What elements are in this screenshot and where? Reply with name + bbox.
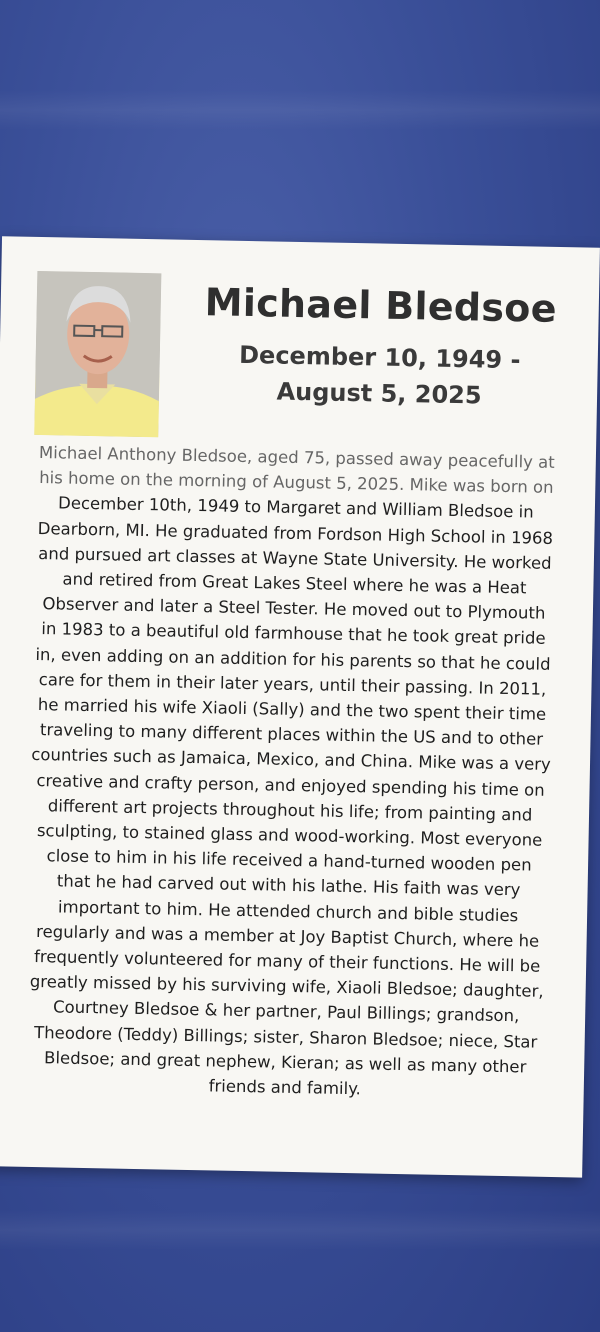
- text-line: greatly missed by his surviving wife, Xiaoli Bledsoe; daughter,: [29, 972, 544, 1002]
- text-line: sculpting, to stained glass and wood-working. Most everyone: [36, 821, 543, 850]
- text-line: he married his wife Xiaoli (Sally) and the two spent their time: [37, 695, 547, 724]
- text-line: countries such as Jamaica, Mexico, and China. Mike was a very: [31, 745, 551, 775]
- obituary-card: [0, 236, 600, 1177]
- text-line: different art projects throughout his life; from painting and: [47, 796, 533, 825]
- text-line: in, even adding on an addition for his parents so that he could: [35, 644, 551, 674]
- text-line: his home on the morning of August 5, 2025. Mike was born on: [39, 468, 554, 498]
- fabric-fold: [0, 90, 600, 130]
- text-line: friends and family.: [208, 1076, 362, 1099]
- text-line: Theodore (Teddy) Billings; sister, Sharon Bledsoe; niece, Star: [33, 1022, 538, 1052]
- text-line: traveling to many different places within the US and to other: [39, 720, 544, 749]
- portrait-photo-icon: [34, 271, 161, 437]
- text-line: and retired from Great Lakes Steel where he was a Heat: [62, 569, 527, 598]
- text-line: creative and crafty person, and enjoyed spending his time on: [36, 770, 545, 800]
- text-line: Courtney Bledsoe & her partner, Paul Billings; grandson,: [52, 997, 520, 1026]
- text-line: Bledsoe; and great nephew, Kieran; as well as many other: [43, 1048, 527, 1077]
- text-line: Dearborn, MI. He graduated from Fordson High School in 1968: [37, 518, 554, 548]
- text-line: and pursued art classes at Wayne State University. He worked: [38, 543, 552, 573]
- death-date: August 5, 2025: [276, 377, 482, 410]
- birth-date: December 10, 1949 -: [238, 340, 521, 375]
- text-line: in 1983 to a beautiful old farmhouse that he took great pride: [41, 619, 546, 649]
- obituary-text: [0, 439, 588, 1105]
- text-line: December 10th, 1949 to Margaret and William Bledsoe in: [57, 493, 534, 522]
- fabric-fold: [0, 1210, 600, 1250]
- text-line: care for them in their later years, until their passing. In 2011,: [38, 669, 547, 699]
- deceased-name: Michael Bledsoe: [204, 280, 558, 331]
- text-line: important to him. He attended church and bible studies: [57, 897, 519, 925]
- text-line: Observer and later a Steel Tester. He moved out to Plymouth: [42, 594, 546, 623]
- text-line: that he had carved out with his lathe. His faith was very: [56, 871, 521, 900]
- text-line: Michael Anthony Bledsoe, aged 75, passed away peacefully at: [38, 443, 555, 472]
- text-line: frequently volunteered for many of their functions. He will be: [33, 947, 541, 976]
- text-line: close to him in his life received a hand-turned wooden pen: [46, 846, 532, 875]
- text-line: regularly and was a member at Joy Baptist Church, where he: [35, 921, 540, 951]
- life-dates: [189, 336, 570, 415]
